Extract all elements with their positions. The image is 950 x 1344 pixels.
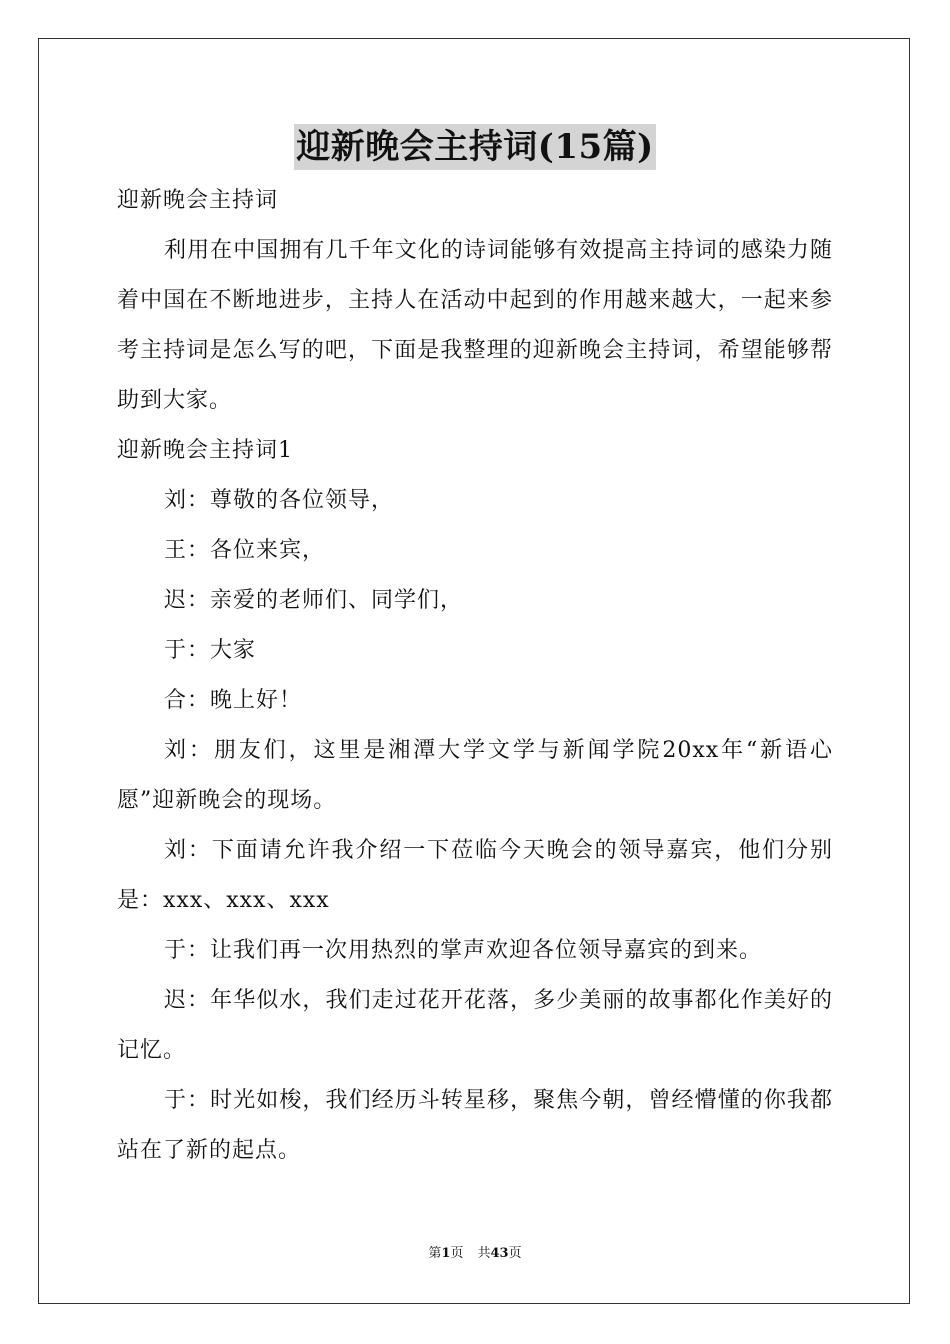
page-prefix: 第 xyxy=(428,1246,442,1261)
total-suffix: 页 xyxy=(508,1246,522,1261)
intro-paragraph: 利用在中国拥有几千年文化的诗词能够有效提高主持词的感染力随着中国在不断地进步，主持人在活动中起到的作用越来越大，一起来参考主持词是怎么写的吧，下面是我整理的迎新晚会主持词，希望能够帮助到大家。 xyxy=(117,238,833,413)
document-body xyxy=(117,176,833,1176)
dialogue-line: 迟：年华似水，我们走过花开花落，多少美丽的故事都化作美好的记忆。 xyxy=(117,988,833,1063)
dialogue-line: 于：让我们再一次用热烈的掌声欢迎各位领导嘉宾的到来。 xyxy=(164,938,763,963)
document-title: 迎新晚会主持词(15篇) xyxy=(294,124,656,170)
section-heading: 迎新晚会主持词1 xyxy=(117,438,293,463)
title-container xyxy=(0,124,950,170)
dialogue-line: 刘：朋友们，这里是湘潭大学文学与新闻学院20xx年“新语心愿”迎新晚会的现场。 xyxy=(117,738,833,813)
dialogue-line: 合：晚上好！ xyxy=(164,688,303,713)
total-prefix: 共 xyxy=(477,1246,491,1261)
dialogue-line: 刘：下面请允许我介绍一下莅临今天晚会的领导嘉宾，他们分别是：xxx、xxx、xxx xyxy=(117,838,833,913)
total-pages: 43 xyxy=(490,1246,509,1261)
dialogue-line: 迟：亲爱的老师们、同学们， xyxy=(164,588,464,613)
dialogue-line: 于：时光如梭，我们经历斗转星移，聚焦今朝，曾经懵懂的你我都站在了新的起点。 xyxy=(117,1088,833,1163)
dialogue-line: 于：大家 xyxy=(164,638,257,663)
dialogue-line: 王：各位来宾， xyxy=(164,538,326,563)
page-footer xyxy=(0,1245,950,1263)
page-number: 1 xyxy=(441,1246,451,1261)
dialogue-line: 刘：尊敬的各位领导， xyxy=(164,488,395,513)
page-suffix: 页 xyxy=(450,1246,464,1261)
section-heading: 迎新晚会主持词 xyxy=(117,188,279,213)
